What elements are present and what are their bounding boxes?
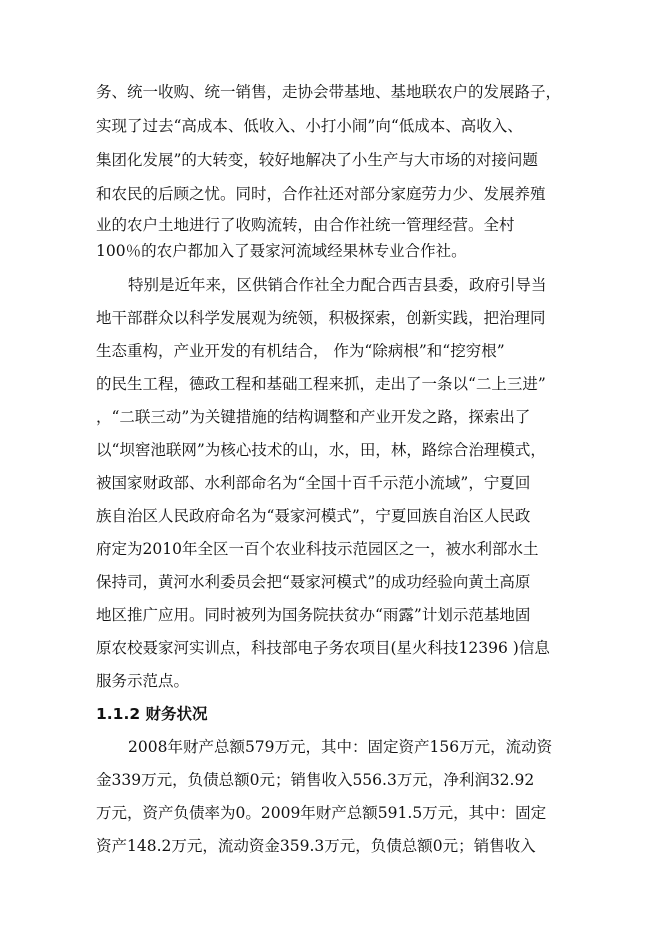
- text-line: 地干部群众以科学发展观为统领，积极探索，创新实践，把治理同: [96, 309, 546, 327]
- text-line: 资产148.2万元，流动资金359.3万元，负债总额0元；销售收入: [96, 837, 536, 855]
- text-line: 以“坝窖池联网”为核心技术的山，水，田，林，路综合治理模式，: [96, 441, 546, 459]
- text-line: 和农民的后顾之忧。同时，合作社还对部分家庭劳力少、发展养殖: [96, 185, 546, 203]
- text-line: 保持司，黄河水利委员会把“聂家河模式”的成功经验向黄土高原: [96, 573, 531, 591]
- text-line: 生态重构，产业开发的有机结合， 作为“除病根”和“挖穷根”: [96, 342, 505, 360]
- text-line: 服务示范点。: [96, 672, 190, 690]
- text-line: 集团化发展”的大转变，较好地解决了小生产与大市场的对接问题: [96, 151, 538, 169]
- text-line: 2008年财产总额579万元，其中：固定资产156万元，流动资: [128, 738, 553, 756]
- text-line: 地区推广应用。同时被列为国务院扶贫办“雨露”计划示范基地固: [96, 606, 531, 624]
- text-line: 原农校聂家河实训点，科技部电子务农项目(星火科技12396 )信息: [96, 639, 550, 657]
- text-line: 族自治区人民政府命名为“聂家河模式”，宁夏回族自治区人民政: [96, 507, 531, 525]
- text-line: 金339万元，负债总额0元；销售收入556.3万元，净利润32.92: [96, 771, 535, 789]
- text-line: 被国家财政部、水利部命名为“全国十百千示范小流域”，宁夏回: [96, 474, 531, 492]
- text-line: ，“二联三动”为关键措施的结构调整和产业开发之路，探索出了: [96, 408, 531, 426]
- text-line: 实现了过去“高成本、低收入、小打小闹”向“低成本、高收入、: [96, 117, 523, 135]
- text-line: 特别是近年来，区供销合作社全力配合西吉县委，政府引导当: [128, 276, 547, 294]
- text-line: 业的农户土地进行了收购流转，由合作社统一管理经营。全村: [96, 216, 515, 234]
- text-line: 的民生工程，德政工程和基础工程来抓，走出了一条以“二上三进”: [96, 375, 546, 393]
- text-line: 府定为2010年全区一百个农业科技示范园区之一，被水利部水土: [96, 540, 539, 558]
- text-line: 万元，资产负债率为0。2009年财产总额591.5万元，其中：固定: [96, 804, 547, 822]
- text-line: 务、统一收购、统一销售，走协会带基地、基地联农户的发展路子，: [96, 83, 562, 101]
- section-heading: 1.1.2 财务状况: [96, 705, 208, 723]
- text-line: 100％的农户都加入了聂家河流域经果林专业合作社。: [96, 242, 467, 260]
